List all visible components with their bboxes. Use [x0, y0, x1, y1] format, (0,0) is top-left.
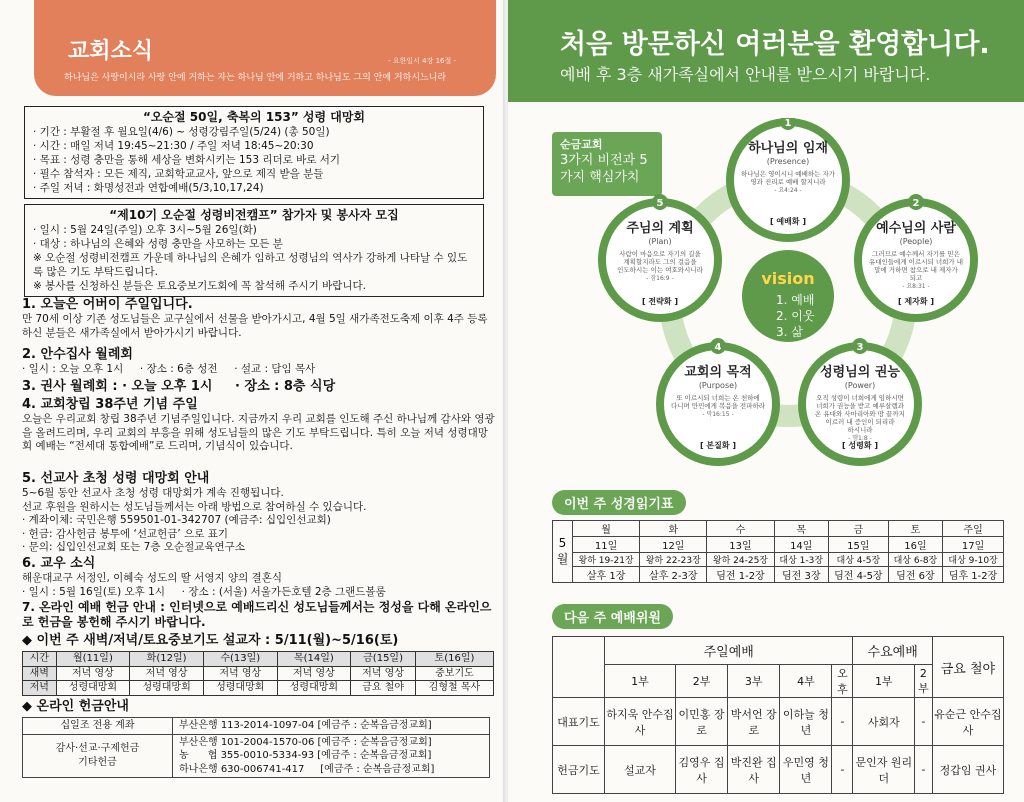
- table-cell: 성령대망회: [130, 681, 204, 696]
- day-cell: 금: [828, 521, 888, 537]
- table-row: [553, 521, 1004, 537]
- reading-cell: 살후 2-3장: [640, 567, 707, 583]
- table-cell: [23, 734, 173, 778]
- pentecost-box: [24, 106, 484, 199]
- pentecost-line: · 주일 저녁 : 화명성전과 연합예배(5/3,10,17,24): [33, 182, 264, 194]
- value-scripture: 다니며 만민에게 복음을 전파하라: [670, 402, 766, 410]
- day-cell: 토: [888, 521, 942, 537]
- prayer-table: [22, 651, 494, 696]
- news-body: · 문의: 십입인선교회 또는 7층 오순절교육연구소: [22, 541, 245, 553]
- reading-cell: 왕하 24-25장: [707, 553, 774, 567]
- day-cell: 주일: [943, 521, 1004, 537]
- table-cell: 2부: [675, 665, 727, 698]
- news-heading: 5. 선교사 초청 성령 대망회 안내: [22, 471, 210, 486]
- news-1: [22, 296, 497, 340]
- table-cell: 금요 철야: [932, 637, 1003, 698]
- table-cell: 이민홍 장로: [675, 698, 727, 746]
- table-row: [553, 553, 1004, 567]
- value-scripture: 영과 진리로 예배 할지니라: [750, 178, 826, 186]
- table-cell: 목(14일): [277, 652, 351, 667]
- value-english: (Power): [844, 381, 876, 390]
- day-cell: 목: [774, 521, 828, 537]
- camp-box: [24, 204, 484, 297]
- date-cell: 11일: [573, 537, 640, 553]
- date-cell: 16일: [888, 537, 942, 553]
- table-cell: 1부: [853, 665, 915, 698]
- table-cell: 우민영 청년: [780, 746, 832, 794]
- camp-line: ※ 오순절 성령비전캠프 가운데 하나님의 은혜가 임하고 성령님의 역사가 강하게 나타날 수 있도록 많은 기도 부탁드립니다.: [33, 252, 468, 278]
- table-cell: 김영우 집사: [675, 746, 727, 794]
- date-cell: 12일: [640, 537, 707, 553]
- news-body: 해운대교구 서정인, 이혜숙 성도의 딸 서영지 양의 결혼식: [22, 572, 282, 584]
- value-title: 하나님의 임재: [748, 141, 828, 156]
- pentecost-line: · 시간 : 매일 저녁 19:45~21:30 / 주일 저녁 18:45~20:30: [33, 140, 314, 152]
- pentecost-line: · 목표 : 성령 충만을 통해 세상을 변화시키는 153 리더로 바로 서기: [33, 154, 341, 166]
- table-cell: 수요예배: [853, 637, 932, 665]
- date-cell: 15일: [828, 537, 888, 553]
- table-cell: 토(16일): [415, 652, 493, 667]
- table-row: [23, 666, 494, 681]
- reading-cell: 왕하 19-21장: [573, 553, 640, 567]
- news-7: [22, 600, 497, 630]
- value-scripture: 인도하시는 이는 여호와시니라: [617, 266, 703, 274]
- table-row: [553, 698, 1004, 746]
- table-cell: 유순근 안수집사: [932, 698, 1003, 746]
- value-tag: [ 본질화 ]: [699, 441, 737, 450]
- value-number: 2: [912, 198, 920, 209]
- value-title: 교회의 목적: [684, 365, 752, 380]
- month-cell: 5월: [553, 521, 573, 583]
- table-row: [23, 652, 494, 667]
- news-heading: 2. 안수집사 월례회: [22, 347, 133, 362]
- offering-section: [22, 698, 497, 778]
- staff-table: [552, 636, 1004, 794]
- welcome-sub: 예배 후 3층 새가족실에서 안내를 받으시기 바랍니다.: [560, 65, 931, 84]
- date-cell: 17일: [943, 537, 1004, 553]
- vision-item: 1. 예배: [776, 293, 815, 307]
- table-cell: 오후: [832, 665, 853, 698]
- news-heading: 3. 권사 월례회 : · 오늘 오후 1시 · 장소 : 8층 식당: [22, 379, 336, 394]
- vision-title: vision: [761, 269, 815, 288]
- offering-title: ◆ 온라인 헌금안내: [22, 699, 129, 714]
- pentecost-line: · 필수 참석자 : 모든 제직, 교회학교교사, 앞으로 제직 받을 분들: [33, 168, 324, 180]
- table-cell: 박서언 장로: [728, 698, 780, 746]
- reading-cell: 딤전 3장: [774, 567, 828, 583]
- value-title: 예수님의 사람: [876, 221, 956, 236]
- camp-line: · 일시 : 5월 24일(주일) 오후 3시~5월 26일(화): [33, 224, 257, 236]
- value-scripture: 또 이르시되 너희는 온 천하에: [676, 394, 760, 402]
- table-cell: 저녁: [23, 681, 57, 696]
- table-cell: 시간: [23, 652, 57, 667]
- reading-title: 이번 주 성경읽기표: [552, 490, 686, 515]
- table-cell: 월(11일): [56, 652, 130, 667]
- right-page: [508, 0, 1024, 802]
- table-cell: -: [915, 698, 933, 746]
- table-cell: 새벽: [23, 666, 57, 681]
- value-tag: [ 성령화 ]: [841, 441, 879, 450]
- offering-type: 감사·선교·구제헌금: [55, 743, 140, 755]
- news-heading: 1. 오늘은 어버이 주일입니다.: [22, 297, 193, 312]
- news-body: · 일시 : 5월 16일(토) 오후 1시 · 장소 : (서울) 서울가든호텔 2층 그랜드볼룸: [22, 585, 386, 598]
- reading-cell: 딤전 4-5장: [828, 567, 888, 583]
- news-heading: 4. 교회창립 38주년 기념 주일: [22, 397, 198, 412]
- value-number: 4: [714, 342, 722, 353]
- news-body: 오늘은 우리교회 창립 38주년 기념주일입니다. 지금까지 우리 교회를 인도해 주신 하나님께 감사와 영광을 올려드리며, 우리 교회의 부흥을 위해 성도님들의 많은 기도 부탁드립니다. 특히 오늘 저녁 성령대망회 예배는 “전세대 통합예배”로 드리며, 기념식이 있습니다.: [22, 413, 495, 452]
- pentecost-title: “오순절 50일, 축복의 153” 성령 대망회: [142, 110, 366, 124]
- prayer-section: [22, 632, 497, 696]
- prayer-title: ◆ 이번 주 새벽/저녁/토요중보기도 설교자 : 5/11(월)~5/16(토): [22, 633, 399, 648]
- value-scripture: 하나님은 영이시니 예배하는 자가: [740, 170, 836, 178]
- news-body: 5~6월 동안 선교사 초청 성령 대망회가 계속 진행됩니다.: [22, 487, 284, 499]
- value-scripture: 하시니라: [847, 426, 873, 434]
- camp-line: ※ 봉사를 신청하신 분들은 토요중보기도회에 꼭 참석해 주시기 바랍니다.: [33, 280, 366, 292]
- value-scripture: 사람이 마음으로 자기의 길을: [619, 250, 701, 258]
- table-row: [23, 718, 490, 735]
- table-cell: 저녁 영상: [56, 666, 130, 681]
- value-scripture: 오직 성령이 너희에게 임하시면: [816, 394, 904, 402]
- value-number: 1: [784, 118, 792, 129]
- value-english: (Presence): [766, 157, 810, 166]
- table-cell: 저녁 영상: [130, 666, 204, 681]
- news-body: 선교 후원을 원하시는 성도님들께서는 아래 방법으로 참여하실 수 있습니다.: [22, 500, 367, 513]
- news-2: [22, 346, 497, 377]
- news-heading: 7. 온라인 예배 헌금 안내 : 인터넷으로 예배드리신 성도님들께서는 정성을 다해 온라인으로 헌금을 봉헌해 주시기 바랍니다.: [22, 600, 492, 629]
- table-cell: 성령대망회: [56, 681, 130, 696]
- welcome-title: 처음 방문하신 여러분을 환영합니다.: [560, 29, 990, 60]
- table-row: [23, 681, 494, 696]
- table-cell: 하지욱 안수집사: [605, 698, 676, 746]
- table-cell: 1부: [605, 665, 676, 698]
- value-ref: - 행1:8 -: [848, 435, 872, 442]
- value-circle: [730, 118, 846, 238]
- reading-cell: 왕하 22-23장: [640, 553, 707, 567]
- camp-title: “제10기 오순절 성령비전캠프” 참가자 및 봉사자 모집: [109, 208, 399, 222]
- table-cell: -: [915, 746, 933, 794]
- value-scripture: 되고: [909, 274, 923, 282]
- table-cell: [173, 734, 490, 778]
- vision-item: 2. 이웃: [776, 309, 815, 323]
- table-cell: 박진완 집사: [728, 746, 780, 794]
- pentecost-line: · 기간 : 부활절 후 월요일(4/6) ~ 성령강림주일(5/24) (총 50일): [33, 126, 330, 138]
- account-line: 농 협 355-0010-5334-93 [예금주 : 순복음금정교회]: [179, 750, 432, 761]
- value-title: 성령님의 권능: [820, 365, 900, 380]
- vision-item: 3. 삶: [776, 325, 803, 339]
- table-cell: 2부: [915, 665, 933, 698]
- news-3: [22, 378, 497, 395]
- account-line: 부산은행 101-2004-1570-06 [예금주 : 순복음금정교회]: [179, 736, 432, 748]
- table-row: [553, 567, 1004, 583]
- vision-diagram: [598, 118, 1008, 484]
- reading-table: [552, 520, 1004, 583]
- news-body: · 헌금: 감사헌금 봉투에 ‘선교헌금’ 으로 표기: [22, 527, 229, 540]
- table-cell: 저녁 영상: [351, 666, 416, 681]
- staff-title: 다음 주 예배위원: [552, 604, 673, 629]
- value-ref: - 요8:31 -: [902, 283, 930, 290]
- table-row: [553, 537, 1004, 553]
- table-cell: 헌금기도: [553, 746, 605, 794]
- value-number: 5: [656, 198, 664, 209]
- value-scripture: 너희가 권능을 받고 예루살렘과: [816, 402, 904, 410]
- value-title: 주님의 계획: [626, 221, 694, 236]
- value-ref: - 막16:15 -: [702, 411, 734, 418]
- value-scripture: 그러므로 예수께서 자기를 믿은: [872, 250, 960, 258]
- day-cell: 월: [573, 521, 640, 537]
- table-cell: 문인자 원리더: [853, 746, 915, 794]
- news-4: [22, 396, 497, 454]
- table-cell: 3부: [728, 665, 780, 698]
- table-row: [553, 746, 1004, 794]
- table-cell: 저녁 영상: [277, 666, 351, 681]
- date-cell: 14일: [774, 537, 828, 553]
- table-cell: 중보기도: [415, 666, 493, 681]
- table-cell: 4부: [780, 665, 832, 698]
- news-title: 교회소식: [68, 39, 154, 64]
- left-page: [0, 0, 505, 802]
- news-body: 만 70세 이상 기존 성도님들은 교구실에서 선물을 받아가시고, 4월 5일 새가족전도축제 이후 4주 등록하신 분들은 새가족실에서 받아가시기 바랍니다.: [22, 313, 488, 339]
- table-cell: -: [832, 698, 853, 746]
- value-ref: - 요4:24 -: [774, 187, 802, 194]
- offering-type: 기타헌금: [78, 756, 117, 768]
- value-scripture: 온 유대와 사마리아와 땅 끝까지: [815, 410, 905, 418]
- church-values-text: 3가지 비전과 5가지 핵심가치: [560, 153, 648, 185]
- table-cell: 정갑임 권사: [932, 746, 1003, 794]
- value-tag: [ 전략화 ]: [641, 297, 679, 306]
- news-5: [22, 470, 497, 555]
- table-cell: 금요 철야: [351, 681, 416, 696]
- table-cell: 성령대망회: [203, 681, 277, 696]
- reading-cell: 딤후 1-2장: [943, 567, 1004, 583]
- value-number: 3: [856, 342, 864, 353]
- news-heading: 6. 교우 소식: [22, 556, 96, 571]
- reading-cell: 대상 4-5장: [828, 553, 888, 567]
- table-cell: 성령대망회: [277, 681, 351, 696]
- reading-cell: 대상 6-8장: [888, 553, 942, 567]
- table-cell: 이하늘 청년: [780, 698, 832, 746]
- news-body: · 계좌이체: 국민은행 559501-01-342707 (예금주: 십입인선교회): [22, 514, 331, 526]
- offering-table: [22, 717, 490, 778]
- value-scripture: 말에 거하면 참으로 내 제자가: [874, 266, 958, 274]
- value-ref: - 잠16:9 -: [646, 275, 674, 282]
- table-row: [553, 637, 1004, 665]
- table-cell: 김형철 목사: [415, 681, 493, 696]
- table-row: [23, 734, 490, 778]
- reading-cell: 딤전 6장: [888, 567, 942, 583]
- news-body: · 일시 : 오늘 오후 1시 · 장소 : 6층 성전 · 설교 : 담임 목사: [22, 363, 316, 375]
- table-cell: 금(15일): [351, 652, 416, 667]
- table-cell: 저녁 영상: [203, 666, 277, 681]
- news-6: [22, 555, 497, 599]
- day-cell: 화: [640, 521, 707, 537]
- reading-cell: 대상 1-3장: [774, 553, 828, 567]
- account-line: 하나은행 630-006741-417 [예금주 : 순복음금정교회]: [179, 763, 435, 775]
- reading-cell: 대상 9-10장: [943, 553, 1004, 567]
- news-banner: [34, 0, 496, 96]
- value-english: (Plan): [648, 237, 672, 246]
- value-scripture: 계획할지라도 그의 걸음을: [623, 258, 697, 266]
- reading-cell: 딤전 1-2장: [707, 567, 774, 583]
- table-cell: 화(12일): [130, 652, 204, 667]
- church-label: 순금교회: [560, 138, 603, 151]
- value-english: (People): [899, 237, 933, 246]
- camp-line: · 대상 : 하나님의 은혜와 성령 충만을 사모하는 모든 분: [33, 238, 283, 250]
- reading-cell: 살후 1장: [573, 567, 640, 583]
- table-cell: 사회자: [853, 698, 915, 746]
- value-scripture: 유대인들에게 이르시되 너희가 내: [868, 258, 964, 266]
- value-tag: [ 예배화 ]: [769, 217, 807, 226]
- table-cell: -: [832, 746, 853, 794]
- date-cell: 13일: [707, 537, 774, 553]
- table-cell: 대표기도: [553, 698, 605, 746]
- day-cell: 수: [707, 521, 774, 537]
- verse-ref: - 요한일서 4장 16절 -: [388, 57, 456, 65]
- table-cell: 십일조 전용 계좌: [23, 718, 173, 735]
- table-cell: 설교자: [605, 746, 676, 794]
- value-english: (Purpose): [698, 381, 738, 390]
- table-cell: 주일예배: [605, 637, 853, 665]
- value-tag: [ 제자화 ]: [897, 297, 935, 306]
- table-cell: [553, 637, 605, 698]
- table-cell: 수(13일): [203, 652, 277, 667]
- value-scripture: 이르러 내 증인이 되리라: [825, 418, 895, 426]
- table-cell: 부산은행 113-2014-1097-04 [예금주 : 순복음금정교회]: [173, 718, 490, 735]
- verse-text: 하나님은 사랑이시라 사랑 안에 거하는 자는 하나님 안에 거하고 하나님도 그의 안에 거하시느니라: [64, 73, 447, 83]
- welcome-banner: [508, 0, 1024, 102]
